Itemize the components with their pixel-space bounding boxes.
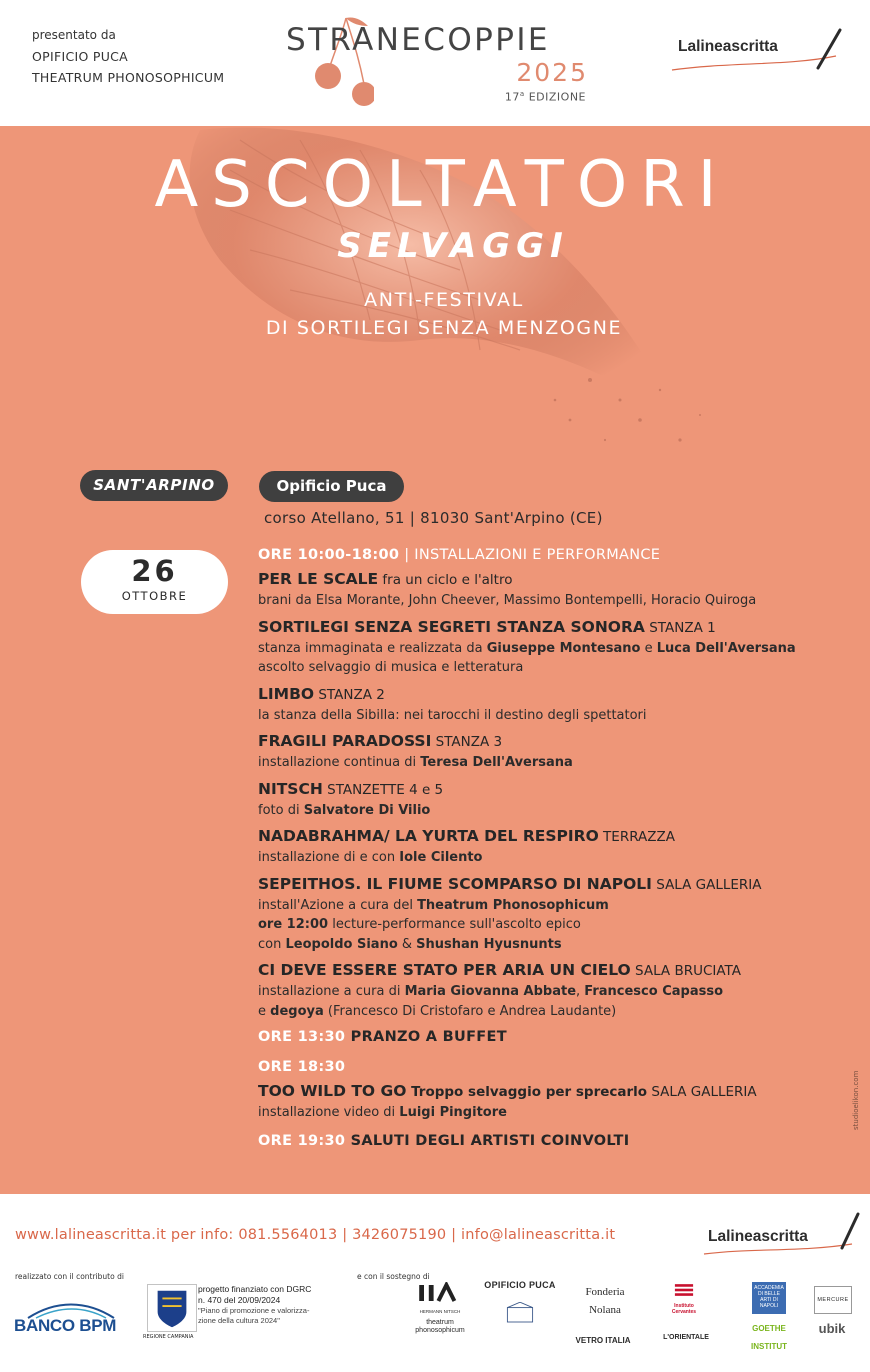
presenter-theatrum: THEATRUM PHONOSOPHICUM: [32, 70, 225, 85]
hero-title: ASCOLTATORI: [154, 148, 730, 222]
lalineascritta-logo-top: [668, 26, 844, 76]
venue-badge: Opificio Puca: [259, 471, 404, 502]
contact-line: [15, 1227, 615, 1243]
presenter-intro: presentato da: [32, 28, 116, 42]
event-limbo: LIMBO STANZA 2 la stanza della Sibilla: nei tarocchi il destino degli spettatori: [258, 684, 647, 723]
programme-list: [258, 545, 858, 1152]
city-badge: SANT'ARPINO: [80, 470, 228, 501]
regione-label: REGIONE CAMPANIA: [143, 1334, 194, 1340]
cervantes-logo: Instituto Cervantes: [664, 1282, 704, 1322]
website-link[interactable]: www.lalineascritta.it: [15, 1227, 167, 1243]
opificio-puca-logo: OPIFICIO PUCA: [482, 1280, 558, 1346]
mercure-logo: MERCURE: [814, 1286, 852, 1314]
event-too-wild-to-go: TOO WILD TO GO Troppo selvaggio per sprecarlo SALA GALLERIA installazione video di Luigi Pingitore: [258, 1082, 757, 1120]
event-per-le-scale: PER LE SCALE fra un ciclo e l'altro brani da Elsa Morante, John Cheever, Massimo Bontempelli, Horacio Quiroga: [258, 570, 757, 608]
event-fragili-paradossi: FRAGILI PARADOSSI STANZA 3 installazione continua di Teresa Dell'Aversana: [258, 732, 573, 770]
stranecoppie-logo: [286, 12, 588, 112]
opificio-building-icon: [502, 1302, 538, 1324]
presenter-opificio: OPIFICIO PUCA: [32, 49, 129, 64]
tagline-line-2: DI SORTILEGI SENZA MENZOGNE: [265, 317, 623, 339]
lalineascritta-wordmark: Lalineascritta: [708, 1228, 808, 1245]
date-day: 26: [131, 554, 178, 588]
contact-info: per info: 081.5564013 | 3426075190 | info@lalineascritta.it: [166, 1227, 616, 1243]
designer-credit: studioelikon.com: [852, 1070, 860, 1130]
lalineascritta-wordmark: Lalineascritta: [678, 38, 778, 55]
top-header: [0, 0, 870, 126]
banco-bpm-logo: BANCO BPM: [14, 1316, 117, 1335]
goethe-logo: GOETHE INSTITUT: [751, 1324, 787, 1351]
event-sortilegi: SORTILEGI SENZA SEGRETI STANZA SONORA STANZA 1 stanza immaginata e realizzata da Giuseppe Montesano e Luca Dell'Aversana ascolto selvaggio di musica e letteratura: [258, 617, 796, 675]
presenter-block: [32, 25, 224, 88]
date-badge: [81, 550, 228, 614]
contributo-label: realizzato con il contributo di: [15, 1272, 124, 1281]
venue-address: corso Atellano, 51 | 81030 Sant'Arpino (CE): [264, 509, 603, 527]
dgrc-note: progetto finanziato con DGRC n. 470 del 20/09/2024 "Piano di promozione e valorizza- zione della cultura 2024": [198, 1284, 312, 1325]
nitsch-mark-icon: [416, 1282, 464, 1304]
time-slot-evening: ORE 18:30: [258, 1059, 346, 1075]
accademia-logo: ACCADEMIA DI BELLE ARTI DI NAPOLI: [752, 1282, 786, 1314]
hero-subtitle: SELVAGGI: [337, 226, 569, 266]
festival-name: STRANECOPPIE: [286, 22, 550, 58]
orientale-logo: L'ORIENTALE: [663, 1334, 709, 1341]
regione-campania-logo: [147, 1284, 197, 1332]
time-slot-closing: ORE 19:30 SALUTI DEGLI ARTISTI COINVOLTI: [258, 1132, 630, 1149]
sostegno-label: e con il sostegno di: [357, 1272, 430, 1281]
fonderia-nolana-logo: Fonderia Nolana: [585, 1286, 625, 1316]
nitsch-logo: HERMANN NITSCH theatrum phonosophicum: [410, 1282, 470, 1334]
cervantes-mark-icon: [671, 1282, 697, 1298]
vetro-italia-logo: VETRO ITALIA: [575, 1336, 631, 1345]
event-sepeithos: SEPEITHOS. IL FIUME SCOMPARSO DI NAPOLI SALA GALLERIA install'Azione a cura del Theatrum Phonosophicum ore 12:00 lecture-performance sull'ascolto epico con Leopoldo Siano & Shushan Hyusnunts: [258, 874, 762, 952]
tagline-line-1: ANTI-FESTIVAL: [364, 289, 524, 311]
date-month: OTTOBRE: [121, 589, 188, 603]
event-nitsch: NITSCH STANZETTE 4 e 5 foto di Salvatore Di Vilio: [258, 779, 444, 818]
regione-crest-icon: [148, 1285, 196, 1331]
footer: [0, 1194, 870, 1372]
event-nadabrahma: NADABRAHMA/ LA YURTA DEL RESPIRO TERRAZZA installazione di e con Iole Cilento: [258, 827, 676, 865]
ubik-logo: ubik: [818, 1321, 846, 1336]
festival-edition: 17$^a$ EDIZIONE: [504, 90, 586, 104]
main-panel: [0, 126, 870, 1194]
time-slot-morning: ORE 10:00-18:00 | INSTALLAZIONI E PERFORMANCE: [258, 547, 661, 563]
event-ci-deve-essere: CI DEVE ESSERE STATO PER ARIA UN CIELO SALA BRUCIATA installazione a cura di Maria Giovanna Abbate, Francesco Capasso e degoya (Francesco Di Cristofaro e Andrea Laudante): [258, 961, 741, 1019]
hero-tagline: [0, 286, 870, 342]
festival-year: 2025: [516, 58, 588, 87]
time-slot-lunch: ORE 13:30 PRANZO A BUFFET: [258, 1029, 507, 1045]
lalineascritta-logo-footer: [702, 1208, 862, 1256]
